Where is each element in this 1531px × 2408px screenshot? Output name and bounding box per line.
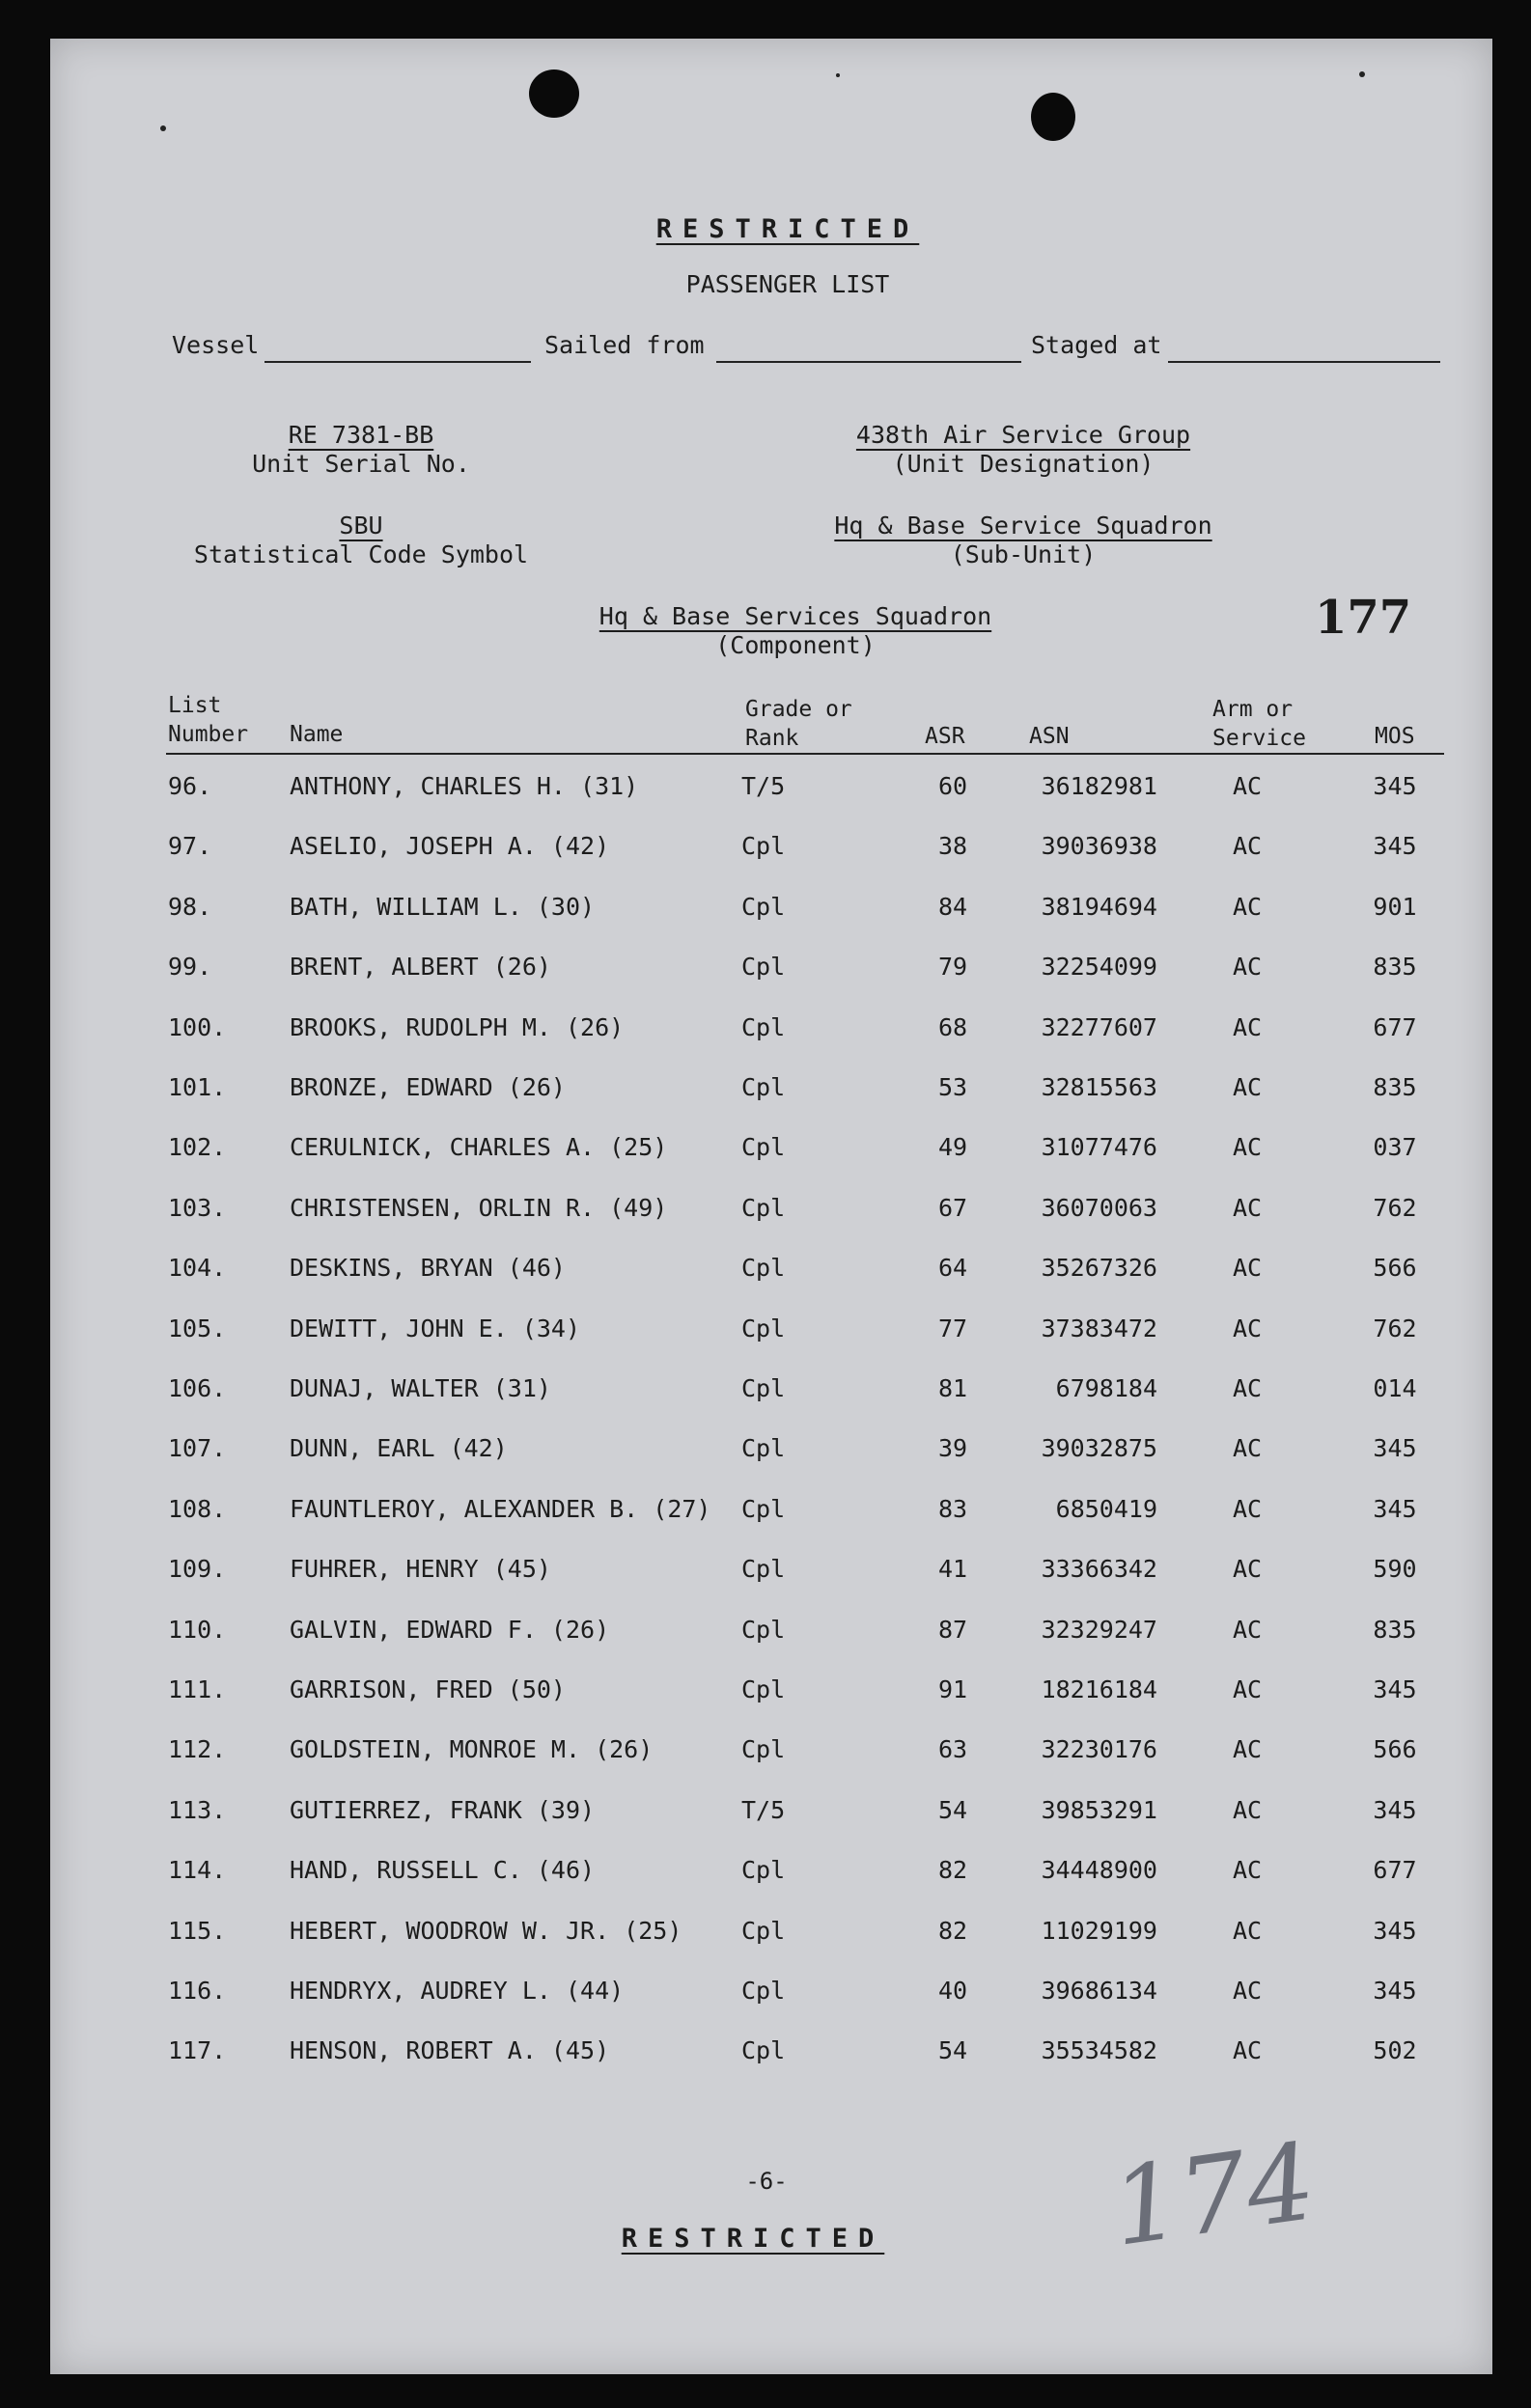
component-value: Hq & Base Services Squadron: [598, 602, 992, 630]
list-number: 116.: [168, 1977, 227, 2005]
list-number: 106.: [168, 1374, 227, 1402]
asr-value: 91: [937, 1675, 968, 1703]
asn-value: 39032875: [1041, 1434, 1157, 1463]
mos-code: 762: [1373, 1193, 1417, 1222]
grade-rank: Cpl: [741, 1133, 786, 1162]
asn-value: 32230176: [1041, 1735, 1157, 1764]
grade-rank: Cpl: [741, 1494, 786, 1523]
asn-value: 6850419: [1055, 1494, 1157, 1523]
header-asn: ASN: [1029, 724, 1070, 749]
mos-code: 566: [1373, 1254, 1417, 1283]
passenger-name: HENDRYX, AUDREY L. (44): [290, 1977, 625, 2005]
arm-service: AC: [1232, 1434, 1263, 1463]
speck: [836, 73, 840, 77]
list-number: 102.: [168, 1133, 227, 1162]
vessel-label: Vessel: [172, 331, 260, 359]
arm-service: AC: [1232, 1977, 1263, 2005]
asr-value: 54: [937, 1795, 968, 1824]
table-row: [50, 1073, 1492, 1112]
asr-value: 77: [937, 1314, 968, 1342]
table-row: [50, 1013, 1492, 1052]
arm-service: AC: [1232, 1615, 1263, 1644]
header-arm: Arm or Service: [1212, 697, 1306, 751]
mos-code: 345: [1373, 1916, 1417, 1945]
passenger-name: HENSON, ROBERT A. (45): [290, 2036, 610, 2065]
asr-value: 40: [937, 1977, 968, 2005]
asn-value: 31077476: [1041, 1133, 1157, 1162]
grade-rank: Cpl: [741, 1254, 786, 1283]
arm-service: AC: [1232, 1795, 1263, 1824]
asn-value: 18216184: [1041, 1675, 1157, 1703]
passenger-name: BRENT, ALBERT (26): [290, 953, 551, 982]
header-grade: Grade or Rank: [745, 697, 852, 751]
arm-service: AC: [1232, 1254, 1263, 1283]
mos-code: 590: [1373, 1555, 1417, 1584]
table-row: [50, 1555, 1492, 1593]
grade-rank: Cpl: [741, 1916, 786, 1945]
list-number: 112.: [168, 1735, 227, 1764]
arm-service: AC: [1232, 1374, 1263, 1402]
header-list-number: List Number: [168, 693, 249, 747]
grade-rank: Cpl: [741, 1193, 786, 1222]
list-number: 109.: [168, 1555, 227, 1584]
mos-code: 677: [1373, 1856, 1417, 1885]
stamped-page-number: 177: [1315, 591, 1412, 645]
header-rule: [166, 753, 1444, 755]
punch-hole: [1031, 93, 1075, 141]
table-row: [50, 1374, 1492, 1413]
passenger-name: BATH, WILLIAM L. (30): [290, 892, 596, 921]
list-number: 98.: [168, 892, 212, 921]
mos-code: 037: [1373, 1133, 1417, 1162]
mos-code: 014: [1373, 1374, 1417, 1402]
arm-service: AC: [1232, 2036, 1263, 2065]
asn-value: 36070063: [1041, 1193, 1157, 1222]
table-row: [50, 1194, 1492, 1232]
passenger-name: GARRISON, FRED (50): [290, 1675, 566, 1703]
asn-value: 38194694: [1041, 892, 1157, 921]
unit-designation-label: (Unit Designation): [892, 450, 1155, 478]
table-row: [50, 1977, 1492, 2015]
list-number: 114.: [168, 1856, 227, 1885]
mos-code: 901: [1373, 892, 1417, 921]
grade-rank: Cpl: [741, 1675, 786, 1703]
staged-at-label: Staged at: [1031, 331, 1162, 359]
asn-value: 35267326: [1041, 1254, 1157, 1283]
grade-rank: Cpl: [741, 1735, 786, 1764]
list-number: 100.: [168, 1012, 227, 1041]
mos-code: 835: [1373, 1615, 1417, 1644]
mos-code: 345: [1373, 1977, 1417, 2005]
passenger-name: FAUNTLEROY, ALEXANDER B. (27): [290, 1494, 711, 1523]
passenger-name: ASELIO, JOSEPH A. (42): [290, 832, 610, 861]
asr-value: 53: [937, 1073, 968, 1101]
list-number: 105.: [168, 1314, 227, 1342]
arm-service: AC: [1232, 1675, 1263, 1703]
asr-value: 79: [937, 953, 968, 982]
classification-footer: RESTRICTED: [621, 2224, 885, 2254]
speck: [1359, 71, 1365, 77]
passenger-name: ANTHONY, CHARLES H. (31): [290, 772, 639, 800]
grade-rank: Cpl: [741, 1434, 786, 1463]
passenger-name: GALVIN, EDWARD F. (26): [290, 1615, 610, 1644]
list-number: 108.: [168, 1494, 227, 1523]
component-label: (Component): [715, 631, 876, 659]
asr-value: 60: [937, 772, 968, 800]
passenger-name: BROOKS, RUDOLPH M. (26): [290, 1012, 625, 1041]
grade-rank: Cpl: [741, 1314, 786, 1342]
asn-value: 6798184: [1055, 1374, 1157, 1402]
mos-code: 677: [1373, 1012, 1417, 1041]
passenger-name: DUNN, EARL (42): [290, 1434, 508, 1463]
mos-code: 345: [1373, 1675, 1417, 1703]
mos-code: 566: [1373, 1735, 1417, 1764]
list-number: 101.: [168, 1073, 227, 1101]
passenger-name: DEWITT, JOHN E. (34): [290, 1314, 581, 1342]
arm-service: AC: [1232, 1073, 1263, 1101]
passenger-name: DUNAJ, WALTER (31): [290, 1374, 551, 1402]
passenger-name: BRONZE, EDWARD (26): [290, 1073, 566, 1101]
asr-value: 81: [937, 1374, 968, 1402]
asn-value: 35534582: [1041, 2036, 1157, 2065]
arm-service: AC: [1232, 953, 1263, 982]
grade-rank: Cpl: [741, 2036, 786, 2065]
asn-value: 37383472: [1041, 1314, 1157, 1342]
mos-code: 345: [1373, 772, 1417, 800]
grade-rank: Cpl: [741, 1856, 786, 1885]
unit-designation-value: 438th Air Service Group: [855, 421, 1191, 449]
arm-service: AC: [1232, 1314, 1263, 1342]
sub-unit-label: (Sub-Unit): [950, 540, 1097, 568]
page-footer: -6-: [745, 2168, 788, 2195]
list-number: 104.: [168, 1254, 227, 1283]
list-number: 96.: [168, 772, 212, 800]
arm-service: AC: [1232, 1012, 1263, 1041]
classification-header: RESTRICTED: [655, 214, 920, 244]
grade-rank: T/5: [741, 772, 786, 800]
passenger-name: FUHRER, HENRY (45): [290, 1555, 551, 1584]
mos-code: 345: [1373, 832, 1417, 861]
asn-value: 34448900: [1041, 1856, 1157, 1885]
mos-code: 835: [1373, 1073, 1417, 1101]
unit-serial-value: RE 7381-BB: [288, 421, 434, 449]
passenger-name: GUTIERREZ, FRANK (39): [290, 1795, 596, 1824]
table-row: [50, 772, 1492, 811]
list-number: 99.: [168, 953, 212, 982]
asr-value: 41: [937, 1555, 968, 1584]
asr-value: 82: [937, 1916, 968, 1945]
arm-service: AC: [1232, 1494, 1263, 1523]
arm-service: AC: [1232, 772, 1263, 800]
arm-service: AC: [1232, 892, 1263, 921]
mos-code: 835: [1373, 953, 1417, 982]
stat-code-value: SBU: [339, 512, 383, 540]
arm-service: AC: [1232, 1916, 1263, 1945]
grade-rank: Cpl: [741, 953, 786, 982]
list-number: 110.: [168, 1615, 227, 1644]
grade-rank: Cpl: [741, 1012, 786, 1041]
arm-service: AC: [1232, 1133, 1263, 1162]
staged-at-field-line: [1168, 361, 1440, 363]
list-number: 107.: [168, 1434, 227, 1463]
table-row: [50, 1495, 1492, 1534]
grade-rank: Cpl: [741, 1374, 786, 1402]
asn-value: 33366342: [1041, 1555, 1157, 1584]
arm-service: AC: [1232, 1555, 1263, 1584]
table-row: [50, 1675, 1492, 1714]
asr-value: 84: [937, 892, 968, 921]
header-name: Name: [290, 722, 344, 747]
list-number: 113.: [168, 1795, 227, 1824]
passenger-name: DESKINS, BRYAN (46): [290, 1254, 566, 1283]
grade-rank: Cpl: [741, 892, 786, 921]
asr-value: 39: [937, 1434, 968, 1463]
table-row: [50, 1917, 1492, 1955]
arm-service: AC: [1232, 1193, 1263, 1222]
asr-value: 38: [937, 832, 968, 861]
arm-service: AC: [1232, 1856, 1263, 1885]
asr-value: 63: [937, 1735, 968, 1764]
asr-value: 67: [937, 1193, 968, 1222]
table-row: [50, 1133, 1492, 1172]
table-row: [50, 953, 1492, 991]
mos-code: 345: [1373, 1494, 1417, 1523]
vessel-field-line: [264, 361, 531, 363]
asn-value: 36182981: [1041, 772, 1157, 800]
punch-hole: [529, 69, 579, 118]
asn-value: 39853291: [1041, 1795, 1157, 1824]
passenger-name: GOLDSTEIN, MONROE M. (26): [290, 1735, 654, 1764]
asn-value: 39036938: [1041, 832, 1157, 861]
grade-rank: Cpl: [741, 1073, 786, 1101]
sailed-from-field-line: [716, 361, 1021, 363]
mos-code: 762: [1373, 1314, 1417, 1342]
table-row: [50, 1735, 1492, 1774]
asn-value: 32254099: [1041, 953, 1157, 982]
grade-rank: Cpl: [741, 1555, 786, 1584]
grade-rank: Cpl: [741, 1977, 786, 2005]
asr-value: 49: [937, 1133, 968, 1162]
arm-service: AC: [1232, 1735, 1263, 1764]
table-row: [50, 1434, 1492, 1473]
asn-value: 32815563: [1041, 1073, 1157, 1101]
list-number: 117.: [168, 2036, 227, 2065]
unit-serial-label: Unit Serial No.: [252, 450, 470, 478]
table-row: [50, 2036, 1492, 2075]
asr-value: 82: [937, 1856, 968, 1885]
asn-value: 32277607: [1041, 1012, 1157, 1041]
asr-value: 87: [937, 1615, 968, 1644]
arm-service: AC: [1232, 832, 1263, 861]
table-row: [50, 1315, 1492, 1353]
mos-code: 502: [1373, 2036, 1417, 2065]
grade-rank: Cpl: [741, 832, 786, 861]
asn-value: 11029199: [1041, 1916, 1157, 1945]
header-mos: MOS: [1375, 724, 1415, 749]
asr-value: 83: [937, 1494, 968, 1523]
mos-code: 345: [1373, 1434, 1417, 1463]
mos-code: 345: [1373, 1795, 1417, 1824]
list-number: 115.: [168, 1916, 227, 1945]
stat-code-label: Statistical Code Symbol: [193, 540, 529, 568]
table-row: [50, 1616, 1492, 1654]
handwritten-number: 174: [1104, 2119, 1322, 2270]
asn-value: 32329247: [1041, 1615, 1157, 1644]
speck: [160, 125, 166, 131]
table-row: [50, 832, 1492, 871]
asr-value: 54: [937, 2036, 968, 2065]
table-row: [50, 1254, 1492, 1292]
header-asr: ASR: [925, 724, 965, 749]
list-number: 111.: [168, 1675, 227, 1703]
passenger-name: CHRISTENSEN, ORLIN R. (49): [290, 1193, 668, 1222]
grade-rank: Cpl: [741, 1615, 786, 1644]
document-page: [50, 39, 1492, 2374]
sailed-from-label: Sailed from: [544, 331, 705, 359]
asn-value: 39686134: [1041, 1977, 1157, 2005]
table-row: [50, 1856, 1492, 1895]
asr-value: 64: [937, 1254, 968, 1283]
grade-rank: T/5: [741, 1795, 786, 1824]
passenger-name: HAND, RUSSELL C. (46): [290, 1856, 596, 1885]
list-number: 97.: [168, 832, 212, 861]
document-title: PASSENGER LIST: [685, 270, 890, 298]
list-number: 103.: [168, 1193, 227, 1222]
table-row: [50, 1796, 1492, 1835]
asr-value: 68: [937, 1012, 968, 1041]
passenger-name: HEBERT, WOODROW W. JR. (25): [290, 1916, 682, 1945]
table-row: [50, 893, 1492, 931]
sub-unit-value: Hq & Base Service Squadron: [834, 512, 1212, 540]
passenger-name: CERULNICK, CHARLES A. (25): [290, 1133, 668, 1162]
